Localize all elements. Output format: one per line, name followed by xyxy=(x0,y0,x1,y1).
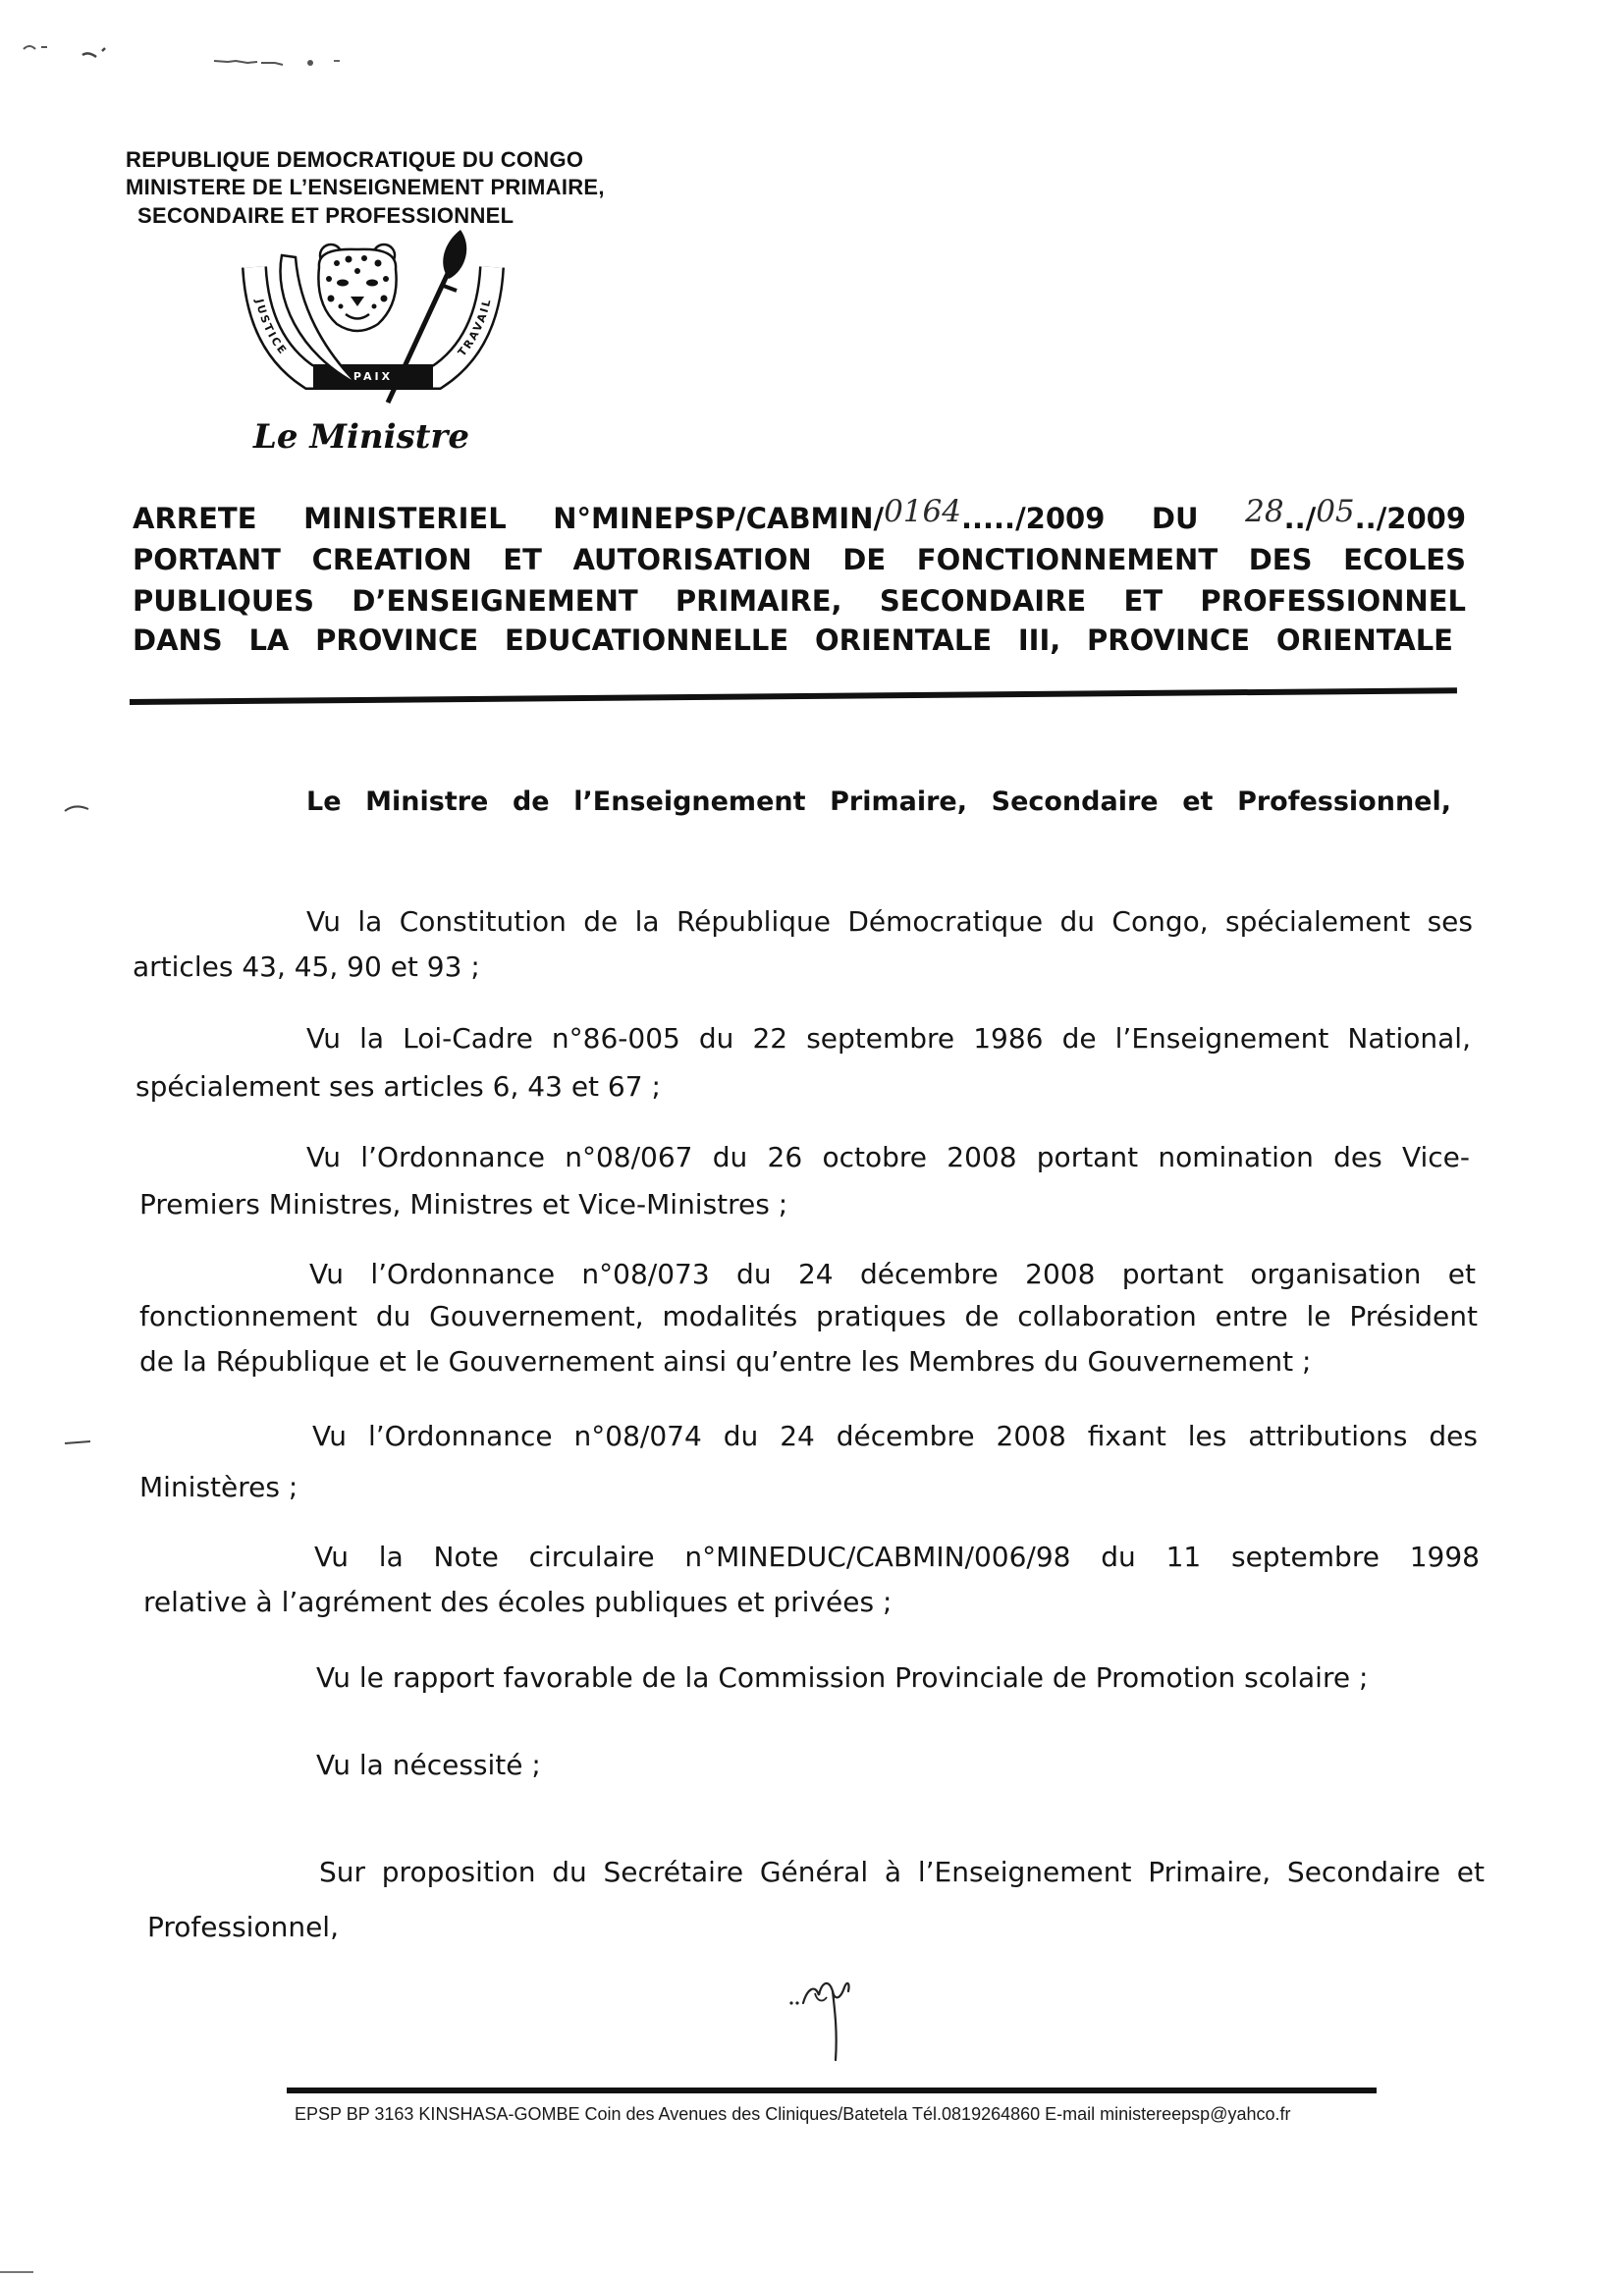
handwritten-month: 05 xyxy=(1316,494,1355,529)
motto-travail: TRAVAIL xyxy=(455,296,494,359)
footer-address: EPSP BP 3163 KINSHASA-GOMBE Coin des Avenues des Cliniques/Batetela Tél.0819264860 E-mail ministereepsp@yahco.fr xyxy=(295,2104,1291,2124)
month-dots-year: ../2009 xyxy=(1354,502,1466,535)
considerant-line: Ministères ; xyxy=(139,1471,298,1503)
considerant-line: Vu l’Ordonnance n°08/074 du 24 décembre 2008 fixant les attributions des xyxy=(312,1420,1478,1452)
considerant-line: articles 43, 45, 90 et 93 ; xyxy=(133,950,480,983)
decree-subject-line: DANS LA PROVINCE EDUCATIONNELLE ORIENTALE III, PROVINCE ORIENTALE xyxy=(133,624,1453,657)
footer-divider xyxy=(287,2088,1377,2093)
ministry-name-line1: MINISTERE DE L’ENSEIGNEMENT PRIMAIRE, xyxy=(126,175,605,199)
coat-of-arms-icon xyxy=(241,228,506,424)
considerant-line: fonctionnement du Gouvernement, modalités pratiques de collaboration entre le Président xyxy=(139,1300,1478,1332)
motto-paix: PAIX xyxy=(352,370,394,383)
handwritten-decree-number: 0164 xyxy=(884,494,961,529)
motto-justice: JUSTICE xyxy=(252,298,291,358)
decree-reference-prefix: ARRETE MINISTERIEL N°MINEPSP/CABMIN/ xyxy=(133,502,885,535)
considerant-line: Vu la nécessité ; xyxy=(316,1749,541,1781)
ministry-name-line2: SECONDAIRE ET PROFESSIONNEL xyxy=(137,203,514,228)
scan-artifact xyxy=(20,27,353,75)
considerant-line: Vu le rapport favorable de la Commission Provinciale de Promotion scolaire ; xyxy=(316,1661,1369,1694)
decree-year-du: /2009 DU xyxy=(1015,502,1246,535)
decree-subject-line: PUBLIQUES D’ENSEIGNEMENT PRIMAIRE, SECONDAIRE ET PROFESSIONNEL xyxy=(133,584,1466,618)
decree-subject-line: PORTANT CREATION ET AUTORISATION DE FONCTIONNEMENT DES ECOLES xyxy=(133,543,1466,576)
considerant-line: Vu l’Ordonnance n°08/067 du 26 octobre 2008 portant nomination des Vice- xyxy=(306,1141,1470,1173)
considerant-line: Premiers Ministres, Ministres et Vice-Ministres ; xyxy=(139,1188,788,1220)
considerant-line: Vu la Note circulaire n°MINEDUC/CABMIN/006/98 du 11 septembre 1998 xyxy=(314,1541,1480,1573)
country-name: REPUBLIQUE DEMOCRATIQUE DU CONGO xyxy=(126,147,584,172)
preamble-heading: Le Ministre de l’Enseignement Primaire, Secondaire et Professionnel, xyxy=(306,786,1451,817)
handwritten-day: 28 xyxy=(1245,494,1284,529)
proposal-line: Professionnel, xyxy=(147,1911,339,1943)
scan-artifact xyxy=(61,1436,100,1449)
proposal-line: Sur proposition du Secrétaire Général à l’Enseignement Primaire, Secondaire et xyxy=(319,1856,1485,1888)
considerant-line: spécialement ses articles 6, 43 et 67 ; xyxy=(135,1070,661,1103)
signature-initials xyxy=(785,1970,879,2064)
scan-artifact xyxy=(61,801,100,815)
day-dots: ../ xyxy=(1283,502,1317,535)
considerant-line: relative à l’agrément des écoles publiques et privées ; xyxy=(143,1586,893,1618)
considerant-line: Vu la Constitution de la République Démocratique du Congo, spécialement ses xyxy=(306,905,1473,938)
decree-number-dots: ..... xyxy=(960,502,1016,535)
signatory-label: Le Ministre xyxy=(253,417,469,457)
considerant-line: Vu l’Ordonnance n°08/073 du 24 décembre 2008 portant organisation et xyxy=(309,1258,1476,1290)
svg-text:PAIX xyxy=(353,370,393,383)
scan-artifact xyxy=(0,2271,33,2273)
leopard-head xyxy=(318,244,396,331)
decree-reference xyxy=(133,494,1466,536)
considerant-line: de la République et le Gouvernement ainsi qu’entre les Membres du Gouvernement ; xyxy=(139,1345,1312,1378)
considerant-line: Vu la Loi-Cadre n°86-005 du 22 septembre 1986 de l’Enseignement National, xyxy=(306,1022,1471,1055)
title-divider xyxy=(130,687,1457,705)
